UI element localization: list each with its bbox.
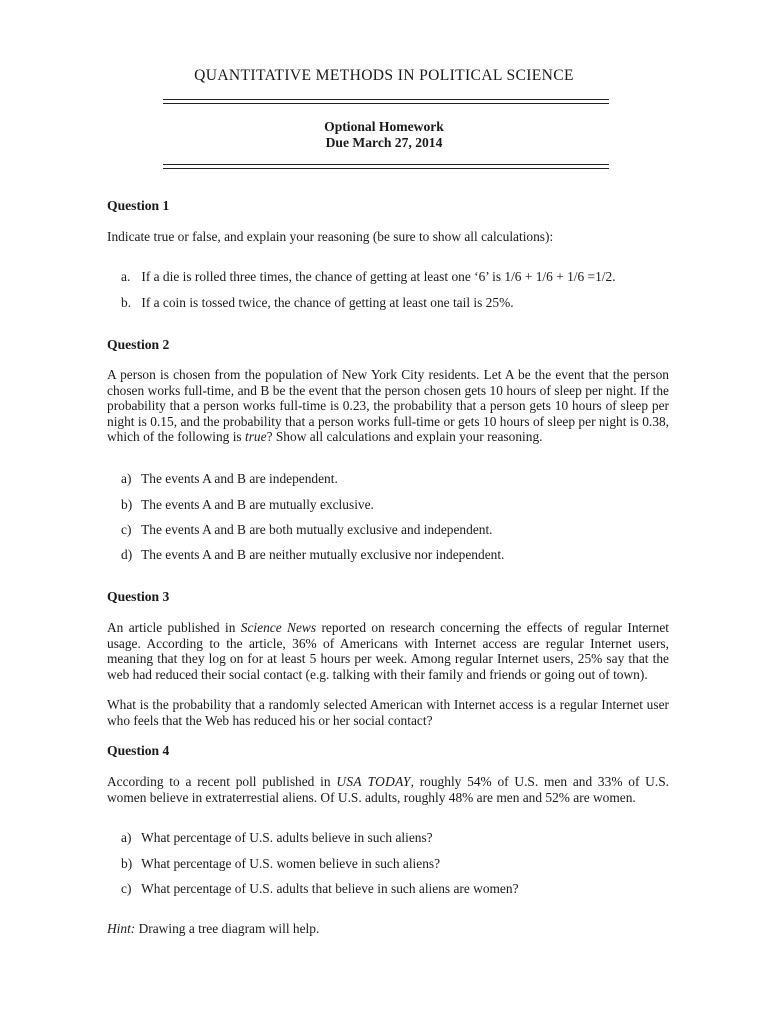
question-4-option-c bbox=[121, 881, 669, 897]
option-label: a) bbox=[121, 471, 132, 486]
item-label: b. bbox=[121, 295, 132, 310]
question-1-item-b bbox=[121, 295, 669, 311]
option-text: What percentage of U.S. adults believe in such aliens? bbox=[141, 830, 433, 845]
option-text: The events A and B are both mutually exclusive and independent. bbox=[141, 522, 493, 537]
question-2-body bbox=[107, 367, 669, 445]
homework-label: Optional Homework bbox=[324, 119, 444, 134]
question-4-heading: Question 4 bbox=[107, 743, 170, 758]
question-2-option-c bbox=[121, 522, 669, 538]
question-2-option-d bbox=[121, 547, 669, 563]
option-label: b) bbox=[121, 497, 133, 512]
option-label: d) bbox=[121, 547, 133, 562]
option-label: b) bbox=[121, 856, 133, 871]
option-text: What percentage of U.S. adults that believe in such aliens are women? bbox=[141, 881, 519, 896]
option-label: a) bbox=[121, 830, 132, 845]
question-2-body-start: A person is chosen from the population of New York City residents. Let A be the event that the person chosen works full-time, and B be the event that the person chosen gets 10 hours of sleep per night. If the probability that a person works full-time is 0.23, the probability that a person gets 10 hours of sleep per night is 0.15, and the probability that a person works full-time or gets 10 hours of sleep per night is 0.38, which of the following is bbox=[107, 367, 669, 445]
option-label: c) bbox=[121, 522, 132, 537]
hint-label: Hint: bbox=[107, 921, 136, 936]
question-4-body-start: According to a recent poll published in bbox=[107, 774, 337, 789]
hint-text: Drawing a tree diagram will help. bbox=[135, 921, 320, 936]
option-text: The events A and B are independent. bbox=[141, 471, 338, 486]
question-3-p1-start: An article published in bbox=[107, 620, 241, 635]
question-3-heading: Question 3 bbox=[107, 589, 170, 604]
item-text: If a coin is tossed twice, the chance of getting at least one tail is 25%. bbox=[141, 295, 514, 310]
question-2-heading: Question 2 bbox=[107, 337, 170, 352]
option-label: c) bbox=[121, 881, 132, 896]
question-2-option-b bbox=[121, 497, 669, 513]
title-divider-bottom bbox=[163, 164, 609, 169]
title-divider-top bbox=[163, 99, 609, 104]
due-date: Due March 27, 2014 bbox=[325, 135, 443, 150]
question-4-body-emphasis: USA TODAY bbox=[336, 774, 411, 789]
question-2-option-a bbox=[121, 471, 669, 487]
option-text: The events A and B are mutually exclusive. bbox=[141, 497, 374, 512]
question-2-body-end: ? Show all calculations and explain your reasoning. bbox=[266, 429, 543, 445]
question-1-heading: Question 1 bbox=[107, 198, 170, 213]
question-3-paragraph-2: What is the probability that a randomly selected American with Internet access is a regular Internet user who feels that the Web has reduced his or her social contact? bbox=[107, 697, 669, 728]
question-4-hint bbox=[107, 921, 669, 937]
question-1-intro: Indicate true or false, and explain your reasoning (be sure to show all calculations): bbox=[107, 229, 554, 244]
question-4-option-a bbox=[121, 830, 669, 846]
item-label: a. bbox=[121, 269, 131, 284]
option-text: The events A and B are neither mutually exclusive nor independent. bbox=[141, 547, 505, 562]
question-4-body-end: , roughly 54% of U.S. men and 33% of U.S. women believe in extraterrestial aliens. Of U.S. adults, roughly 48% are men and 52% are women. bbox=[107, 774, 669, 805]
question-3-paragraph-1 bbox=[107, 620, 669, 682]
question-3-p1-emphasis: Science News bbox=[240, 620, 317, 635]
item-text: If a die is rolled three times, the chance of getting at least one ‘6’ is 1/6 + 1/6 + 1/6 =1/2. bbox=[141, 269, 616, 284]
question-4-body bbox=[107, 774, 669, 805]
question-4-option-b bbox=[121, 856, 669, 872]
document-title: QUANTITATIVE METHODS IN POLITICAL SCIENCE bbox=[194, 67, 574, 84]
question-1-item-a bbox=[121, 269, 669, 285]
option-text: What percentage of U.S. women believe in such aliens? bbox=[141, 856, 441, 871]
question-3-p1-end: reported on research concerning the effects of regular Internet usage. According to the article, 36% of Americans with Internet access are regular Internet users, meaning that they log on for at least 5 hours per week. Among regular Internet users, 25% say that the web had reduced their social contact (e.g. talking with their family and friends or going out of town). bbox=[107, 620, 669, 682]
question-2-body-emphasis: true bbox=[244, 429, 267, 445]
